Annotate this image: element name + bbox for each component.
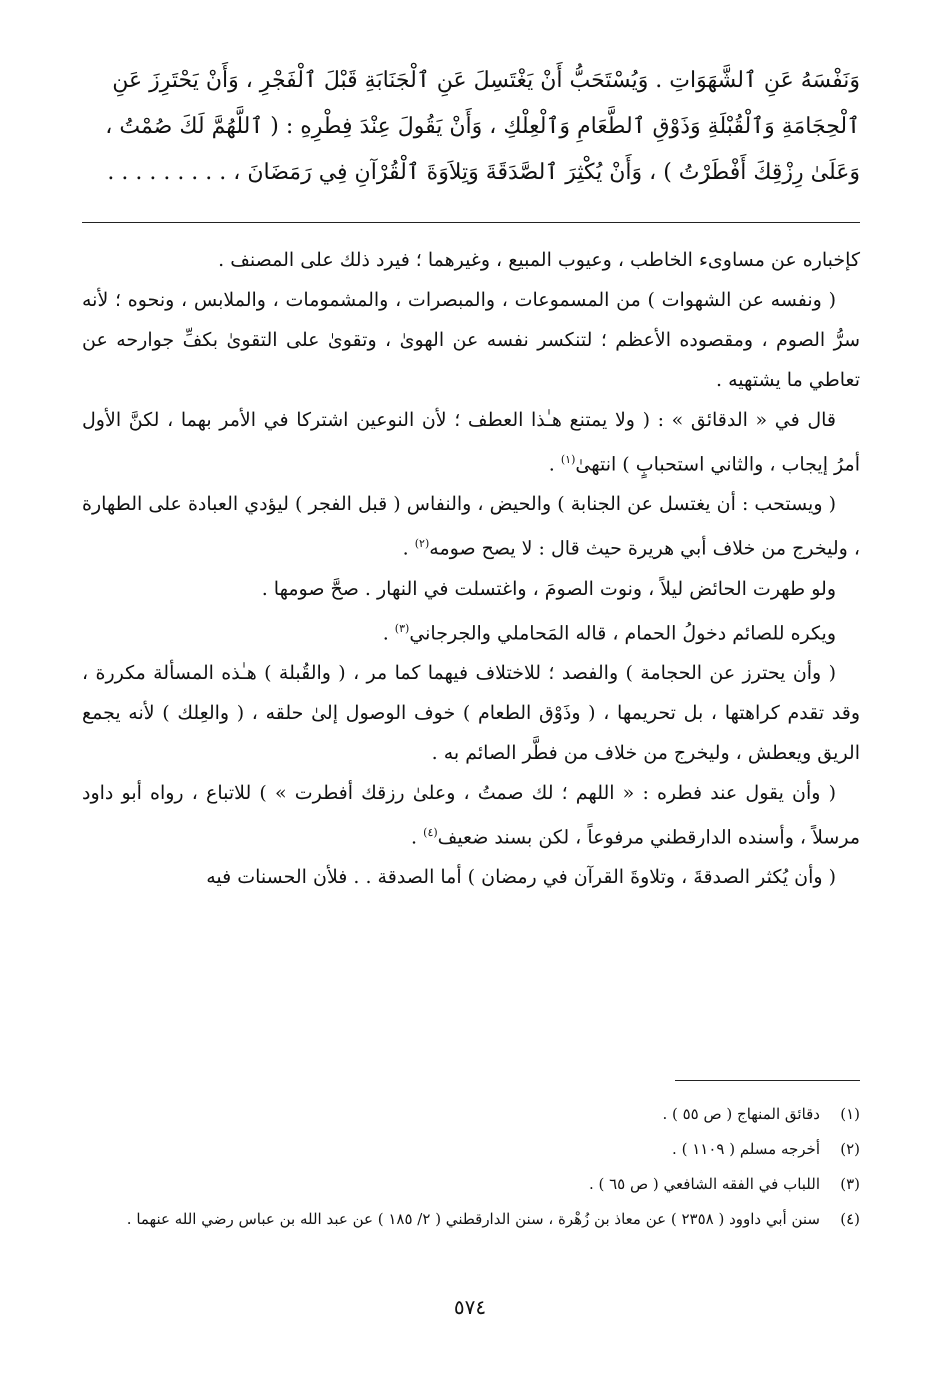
commentary-paragraph-2 (82, 280, 860, 400)
matn-line-2: ٱلْحِجَامَةِ وَٱلْقُبْلَةِ وَذَوْقِ ٱلطَّعَامِ وَٱلْعِلْكِ ، وَأَنْ يَقُولَ عِنْدَ فِطْرِهِ : ( ٱللَّهُمَّ لَكَ صُمْتُ ، (105, 114, 860, 139)
paragraph-text: ويكره للصائم دخولُ الحمام ، قاله المَحاملي والجرجاني (409, 621, 836, 644)
footnote-3 (82, 1167, 860, 1202)
footnote-4 (82, 1202, 860, 1237)
footnote-ref-4: (٤) (423, 825, 438, 839)
footnote-ref-2: (٢) (414, 537, 430, 551)
paragraph-text: كإخباره عن مساوىء الخاطب ، وعيوب المبيع ، وغيرهما ؛ فيرد ذلك على المصنف . (218, 249, 860, 271)
footnote-1 (82, 1097, 860, 1132)
footnote-ref-1: (١) (560, 453, 576, 466)
footnote-text: أخرجه مسلم ( ١١٠٩ ) . (672, 1140, 820, 1158)
paragraph-text: قال في « الدقائق » : ( ولا يمتنع هـٰذا العطف ؛ لأن النوعين اشتركا في الأمر بهما ، لكنَّ الأول أمرُ إيجاب ، والثاني استحبابٍ ) انتهىٰ (82, 409, 860, 476)
paragraph-text: ( وأن يُكثر الصدقةَ ، وتلاوةَ القرآن في رمضان ) أما الصدقة . . فلأن الحسنات فيه (206, 866, 836, 889)
footnote-number: (٤) (840, 1210, 860, 1228)
paragraph-text: ولو طهرت الحائض ليلاً ، ونوت الصومَ ، واغتسلت في النهار . صحَّ صومها . (261, 577, 836, 600)
commentary-paragraph-6: ويكره للصائم دخولُ الحمام ، قاله المَحاملي والجرجاني$^{(٣)}$ . (382, 621, 836, 644)
commentary-paragraph-9 (82, 857, 860, 897)
matn-line-1: وَنَفْسَهُ عَنِ ٱلشَّهَوَاتِ . وَيُسْتَحَبُّ أَنْ يَغْتَسِلَ عَنِ ٱلْجَنَابَةِ قَبْلَ ٱلْفَجْرِ ، وَأَنْ يَحْتَرِزَ عَنِ (112, 68, 860, 93)
matn-separator-rule (82, 222, 860, 223)
footnote-ref-3: (٣) (394, 621, 410, 635)
footnote-text: دقائق المنهاج ( ص ٥٥ ) . (662, 1105, 820, 1123)
footnote-separator-rule (675, 1080, 860, 1081)
footnote-number: (٢) (840, 1140, 860, 1158)
paragraph-text: ( ونفسه عن الشهوات ) من المسموعات ، والمبصرات ، والمشمومات ، والملابس ، ونحوه ؛ لأنه سرُّ الصوم ، ومقصوده الأعظم ؛ لتنكسر نفسه عن الهوىٰ ، وتقوىٰ على التقوىٰ بكفِّ جوارحه عن تعاطي ما يشتهيه . (82, 289, 860, 391)
footnote-text: اللباب في الفقه الشافعي ( ص ٦٥ ) . (588, 1175, 820, 1193)
commentary-paragraph-8: ( وأن يقول عند فطره : « اللهم ؛ لك صمتُ ، وعلىٰ رزقك أفطرت » ) للاتباع ، رواه أبو داود مرسلاً ، وأسنده الدارقطني مرفوعاً ، لكن بسند ضعيف$^{(٤)}$ . (82, 781, 860, 849)
paragraph-text: ( وأن يحترز عن الحجامة ) والفصد ؛ للاختلاف فيهما كما مر ، ( والقُبلة ) هـٰذه المسألة مكررة ، وقد تقدم كراهتها ، بل تحريمها ، ( وذَوْق الطعام ) خوف الوصول إلىٰ حلقه ، ( والعِلك ) لأنه يجمع الريق ويعطش ، وليخرج من خلاف من فطَّر الصائم به . (82, 661, 860, 764)
commentary-paragraph-3: قال في « الدقائق » : ( ولا يمتنع هـٰذا العطف ؛ لأن النوعين اشتركا في الأمر بهما ، لكنَّ الأول أمرُ إيجاب ، والثاني استحبابٍ ) انتهىٰ$^{(١)}$ . (82, 409, 860, 476)
paragraph-text: ( وأن يقول عند فطره : « اللهم ؛ لك صمتُ ، وعلىٰ رزقك أفطرت » ) للاتباع ، رواه أبو داود مرسلاً ، وأسنده الدارقطني مرفوعاً ، لكن بسند ضعيف (82, 781, 860, 849)
footnote-number: (١) (840, 1105, 860, 1123)
commentary-paragraph-4: ( ويستحب : أن يغتسل عن الجنابة ) والحيض ، والنفاس ( قبل الفجر ) ليؤدي العبادة على الطهارة ، وليخرج من خلاف أبي هريرة حيث قال : لا يصح صومه$^{(٢)}$ . (82, 493, 860, 560)
footnote-number: (٣) (840, 1175, 860, 1193)
page-number: ٥٧٤ (453, 1295, 487, 1319)
matn-text (82, 58, 860, 196)
commentary-paragraph-5 (82, 569, 860, 609)
footnote-2 (82, 1132, 860, 1167)
sharh-commentary (82, 240, 860, 897)
paragraph-text: ( ويستحب : أن يغتسل عن الجنابة ) والحيض ، والنفاس ( قبل الفجر ) ليؤدي العبادة على الطهارة ، وليخرج من خلاف أبي هريرة حيث قال : لا يصح صومه (82, 493, 860, 560)
footnote-text: سنن أبي داوود ( ٢٣٥٨ ) عن معاذ بن زُهْرة ، سنن الدارقطني ( ٢/ ١٨٥ ) عن عبد الله بن عباس رضي الله عنهما . (126, 1210, 820, 1228)
commentary-paragraph-7 (82, 653, 860, 773)
commentary-paragraph-1 (82, 240, 860, 280)
matn-line-3: وَعَلَىٰ رِزْقِكَ أَفْطَرْتُ ) ، وَأَنْ يُكْثِرَ ٱلصَّدَقَةَ وَتِلاَوَةَ ٱلْقُرْآنِ فِي رَمَضَانَ ، . . . . . . . . . (107, 160, 860, 185)
footnotes (82, 1097, 860, 1237)
